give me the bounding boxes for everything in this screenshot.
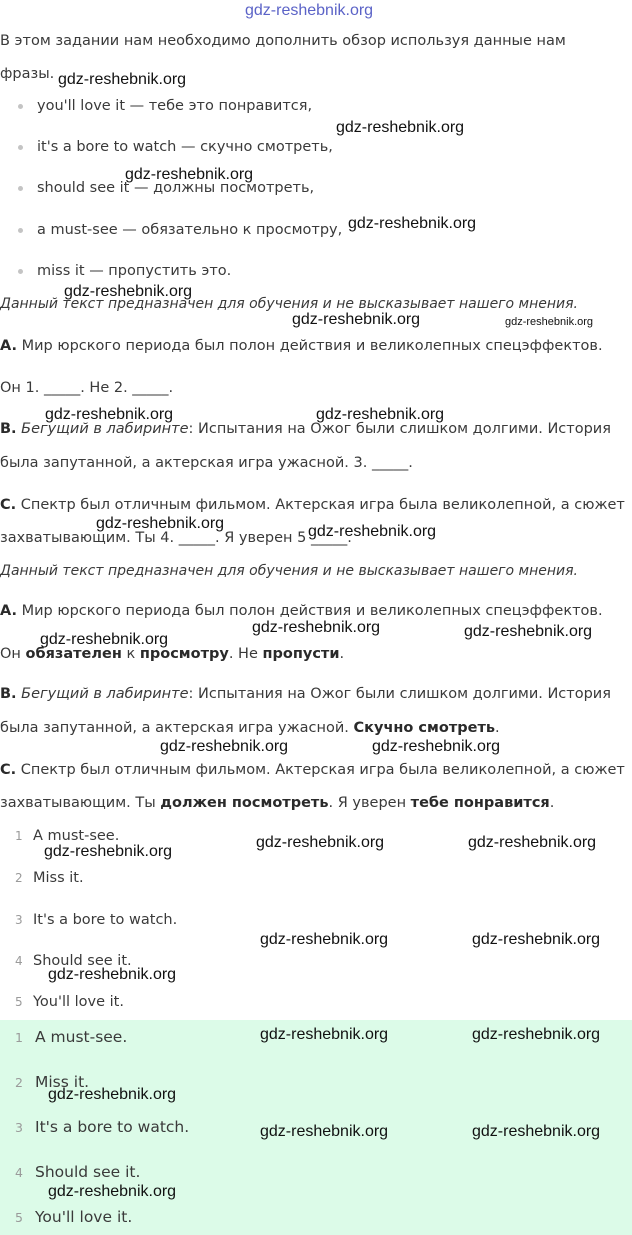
watermark: gdz-reshebnik.org [464,623,593,640]
disclaimer: Данный текст предназначен для обучения и не высказывает нашего мнения. [0,296,579,312]
watermark: gdz-reshebnik.org [348,215,477,232]
translation-a-line-1: A. Мир юрского периода был полон действия и великолепных спецэффектов. [0,603,603,619]
list-item: it's a bore to watch — скучно смотреть, [18,139,333,155]
bullet-icon [18,228,23,233]
watermark: gdz-reshebnik.org [468,834,597,851]
bullet-icon [18,104,23,109]
translation-b-line-2: была запутанной, а актерская игра ужасной. Скучно смотреть. [0,720,500,736]
watermark: gdz-reshebnik.org [160,738,289,755]
answer-item: 5 You'll love it. [15,1208,133,1226]
watermark: gdz-reshebnik.org [45,406,174,423]
list-item: a must-see — обязательно к просмотру, [18,222,342,238]
answer-item: 3 It's a bore to watch. [15,1118,190,1136]
watermark: gdz-reshebnik.org [40,631,169,648]
bullet-icon [18,269,23,274]
task-b-line-1: B. Бегущий в лабиринте: Испытания на Ожог были слишком долгими. История [0,421,611,437]
task-c-line-2: захватывающим. Ты 4. _____. Я уверен 5 _____. [0,530,352,546]
watermark: gdz-reshebnik.org [58,71,187,88]
watermark: gdz-reshebnik.org [48,1086,177,1103]
answer-item: 2 Miss it. [15,870,84,886]
watermark: gdz-reshebnik.org [472,1123,601,1140]
watermark: gdz-reshebnik.org [505,316,594,328]
intro-line-1: В этом задании нам необходимо дополнить обзор используя данные нам [0,33,566,49]
watermark: gdz-reshebnik.org [48,966,177,983]
answer-item: 4 Should see it. [15,953,132,969]
watermark: gdz-reshebnik.org [336,119,465,136]
watermark: gdz-reshebnik.org [372,738,501,755]
watermark: gdz-reshebnik.org [260,931,389,948]
watermark: gdz-reshebnik.org [252,619,381,636]
answer-item: 4 Should see it. [15,1163,141,1181]
translation-c-line-1: C. Спектр был отличным фильмом. Актерская игра была великолепной, а сюжет [0,762,625,778]
watermark: gdz-reshebnik.org [48,1183,177,1200]
watermark: gdz-reshebnik.org [64,283,193,300]
watermark: gdz-reshebnik.org [308,523,437,540]
translation-a-line-2: Он обязателен к просмотру. Не пропусти. [0,646,345,662]
answer-item: 1 A must-see. [15,828,120,844]
task-a-line-1: A. Мир юрского периода был полон действия и великолепных спецэффектов. [0,338,603,354]
task-c-line-1: C. Спектр был отличным фильмом. Актерская игра была великолепной, а сюжет [0,497,625,513]
translation-b-line-1: B. Бегущий в лабиринте: Испытания на Ожог были слишком долгими. История [0,686,611,702]
watermark: gdz-reshebnik.org [316,406,445,423]
watermark: gdz-reshebnik.org [292,311,421,328]
watermark: gdz-reshebnik.org [260,1026,389,1043]
intro-line-2: фразы. [0,66,55,82]
list-item: should see it — должны посмотреть, [18,180,314,196]
watermark: gdz-reshebnik.org [96,515,225,532]
answer-item: 2 Miss it. [15,1073,90,1091]
watermark: gdz-reshebnik.org [472,1026,601,1043]
disclaimer: Данный текст предназначен для обучения и не высказывает нашего мнения. [0,563,579,579]
translation-c-line-2: захватывающим. Ты должен посмотреть. Я уверен тебе понравится. [0,795,555,811]
task-a-line-2: Он 1. _____. Не 2. _____. [0,380,174,396]
bullet-icon [18,145,23,150]
watermark: gdz-reshebnik.org [44,843,173,860]
watermark: gdz-reshebnik.org [125,166,254,183]
task-b-line-2: была запутанной, а актерская игра ужасной. 3. _____. [0,455,413,471]
site-watermark-link[interactable]: gdz-reshebnik.org [245,2,374,19]
watermark: gdz-reshebnik.org [260,1123,389,1140]
watermark: gdz-reshebnik.org [256,834,385,851]
list-item: you'll love it — тебе это понравится, [18,98,312,114]
list-item: miss it — пропустить это. [18,263,231,279]
answer-item: 1 A must-see. [15,1028,128,1046]
bullet-icon [18,186,23,191]
answer-item: 5 You'll love it. [15,994,124,1010]
watermark: gdz-reshebnik.org [472,931,601,948]
answer-item: 3 It's a bore to watch. [15,912,178,928]
